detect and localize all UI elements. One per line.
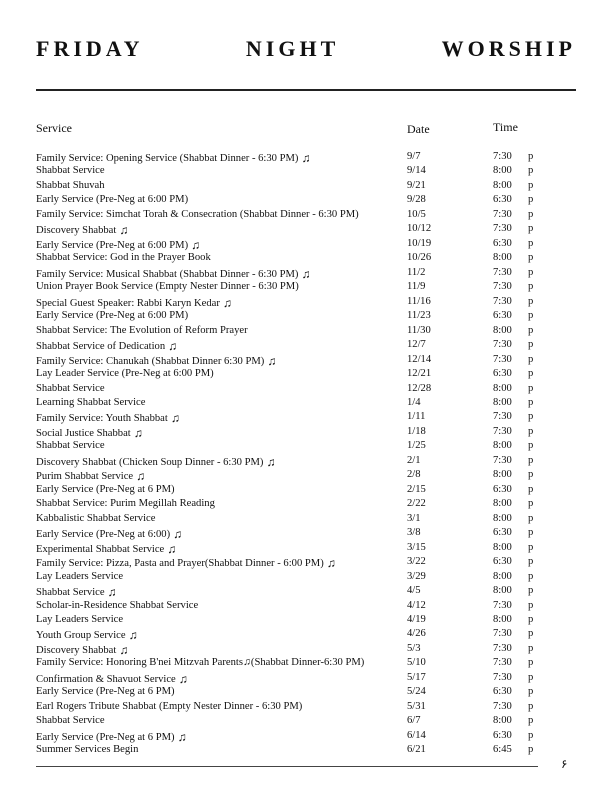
service-time: 8:00 [493,498,512,510]
service-time: 7:30 [493,353,512,365]
service-date: 9/21 [407,179,426,191]
schedule-row [36,671,576,685]
title-word-3: WORSHIP [441,36,576,61]
music-note-icon: ♫ [170,411,180,426]
service-time: 7:30 [493,599,512,611]
title-word-1: FRIDAY [36,36,144,61]
schedule-row [36,266,576,280]
service-ampm: p [528,165,534,177]
schedule-row [36,526,576,540]
service-label: Earl Rogers Tribute Shabbat (Empty Nester Dinner - 6:30 PM) [36,700,303,712]
music-note-icon: ♫ [119,223,129,238]
service-time: 8:00 [493,614,512,625]
service-time: 7:30 [493,700,512,712]
schedule-row [36,353,576,367]
page-number: ۶ [561,757,568,771]
music-note-icon: ♫ [266,454,276,469]
schedule-row [36,237,576,251]
service-date: 11/16 [407,295,431,307]
schedule-row [36,280,576,294]
schedule-row [36,193,576,207]
music-note-icon: ♫ [167,541,177,556]
service-label: Discovery Shabbat [36,644,117,656]
service-name [36,700,302,714]
service-ampm: p [528,368,534,380]
music-note-icon: ♫ [136,469,146,484]
service-ampm: p [528,657,534,669]
service-ampm: p [528,715,534,727]
service-time: 8:00 [493,252,512,264]
service-ampm: p [528,628,534,640]
service-ampm: p [528,498,534,510]
schedule-row [36,454,576,468]
service-date: 10/26 [407,252,432,264]
service-date: 5/31 [407,700,426,712]
service-date: 1/4 [407,396,421,408]
service-date: 3/29 [407,570,426,582]
schedule-row [36,324,576,338]
schedule-row [36,382,576,396]
music-note-icon: ♫ [119,642,129,657]
service-time: 8:00 [493,541,512,553]
service-name [36,324,248,338]
header-time: Time [493,120,518,134]
service-date: 3/22 [407,556,426,568]
service-date: 1/11 [407,411,426,423]
service-time: 8:00 [493,512,512,524]
service-time: 7:30 [493,208,512,220]
service-time: 8:00 [493,715,512,727]
service-date: 11/2 [407,266,426,278]
service-date: 3/1 [407,512,421,524]
service-ampm: p [528,266,534,278]
schedule-row [36,251,576,265]
schedule-row [36,208,576,222]
service-time: 7:30 [493,642,512,654]
service-label: Lay Leader Service (Pre-Neg at 6:00 PM) [36,368,214,380]
service-time: 7:30 [493,628,512,640]
service-time: 6:30 [493,194,512,206]
service-time: 6:30 [493,556,512,568]
service-name [36,193,188,207]
service-label: Youth Group Service [36,630,126,642]
service-date: 3/15 [407,541,426,553]
schedule-row [36,613,576,627]
service-time: 7:30 [493,425,512,437]
schedule-row [36,483,576,497]
service-ampm: p [528,353,534,365]
service-time: 7:30 [493,151,512,162]
service-label: Discovery Shabbat [36,225,117,237]
service-date: 5/17 [407,671,426,683]
service-date: 12/28 [407,382,432,394]
schedule-row [36,150,576,164]
service-date: 2/1 [407,454,421,466]
service-date: 12/7 [407,339,426,351]
service-date: 11/9 [407,281,426,293]
service-date: 2/22 [407,498,426,510]
service-label: Family Service: Youth Shabbat [36,413,168,425]
schedule-row [36,222,576,236]
service-time: 8:00 [493,179,512,191]
service-time: 7:30 [493,223,512,235]
service-ampm: p [528,151,534,162]
service-date: 3/8 [407,527,421,539]
schedule-row [36,627,576,641]
service-name [36,309,188,323]
service-ampm: p [528,686,534,698]
service-label: Family Service: Opening Service (Shabbat Dinner - 6:30 PM) [36,153,299,164]
service-date: 10/19 [407,237,432,249]
service-time: 8:00 [493,570,512,582]
music-note-icon: ♫ [133,425,143,440]
service-name [36,570,123,584]
service-date: 5/3 [407,642,421,654]
service-ampm: p [528,382,534,394]
service-name [36,439,105,453]
music-note-icon: ♫ [326,556,336,571]
service-label: Family Service: Musical Shabbat (Shabbat Dinner - 6:30 PM) [36,268,299,280]
service-date: 1/18 [407,425,426,437]
service-date: 12/21 [407,368,432,380]
music-note-icon: ♫ [191,237,201,252]
service-name [36,613,123,627]
service-label: Shabbat Service: The Evolution of Reform Prayer [36,324,248,336]
schedule-row [36,367,576,381]
service-time: 6:30 [493,527,512,539]
service-label: Confirmation & Shavuot Service [36,673,176,685]
service-date: 9/28 [407,194,426,206]
service-label: Purim Shabbat Service [36,471,134,483]
service-name [36,382,105,396]
service-ampm: p [528,671,534,683]
service-ampm: p [528,585,534,597]
service-label: Shabbat Service of Dedication [36,341,166,353]
music-note-icon: ♫ [107,585,117,600]
service-date: 2/15 [407,483,426,495]
service-label: Early Service (Pre-Neg at 6:00 PM) [36,194,189,206]
schedule-row [36,295,576,309]
service-time: 6:30 [493,483,512,495]
service-time: 8:00 [493,585,512,597]
schedule-row [36,179,576,193]
service-date: 11/23 [407,310,431,322]
service-ampm: p [528,396,534,408]
schedule-row [36,685,576,699]
schedule-row [36,497,576,511]
service-time: 7:30 [493,671,512,683]
service-label: Family Service: Honoring B'nei Mitzvah Parents♫(Shabbat Dinner-6:30 PM) [36,657,365,669]
service-name [36,743,138,757]
service-date: 5/24 [407,686,426,698]
schedule-row [36,541,576,555]
schedule-row [36,656,576,670]
service-label: Early Service (Pre-Neg at 6 PM) [36,483,175,495]
service-name [36,179,105,193]
service-ampm: p [528,339,534,351]
service-ampm: p [528,411,534,423]
service-ampm: p [528,208,534,220]
music-note-icon: ♫ [301,151,311,165]
service-time: 7:30 [493,411,512,423]
service-time: 8:00 [493,440,512,452]
music-note-icon: ♫ [168,339,178,354]
music-note-icon: ♫ [177,729,187,744]
service-name [36,483,175,497]
service-time: 7:30 [493,266,512,278]
service-ampm: p [528,425,534,437]
schedule-row [36,700,576,714]
service-name [36,599,198,613]
service-date: 4/5 [407,585,421,597]
service-ampm: p [528,454,534,466]
header-date: Date [407,122,430,136]
service-time: 7:30 [493,339,512,351]
service-label: Early Service (Pre-Neg at 6 PM) [36,686,175,698]
service-date: 12/14 [407,353,432,365]
service-name [36,208,359,222]
header-service: Service [36,121,72,135]
schedule-row [36,512,576,526]
service-ampm: p [528,556,534,568]
schedule-row [36,729,576,743]
service-time: 6:45 [493,744,512,756]
service-label: Early Service (Pre-Neg at 6:00 PM) [36,310,189,322]
schedule-row [36,468,576,482]
service-ampm: p [528,483,534,495]
service-date: 6/14 [407,729,426,741]
service-date: 4/12 [407,599,426,611]
service-time: 6:30 [493,686,512,698]
service-label: Scholar-in-Residence Shabbat Service [36,599,199,611]
service-ampm: p [528,237,534,249]
service-label: Shabbat Service [36,587,105,599]
service-date: 2/8 [407,469,421,481]
schedule-row [36,584,576,598]
service-ampm: p [528,324,534,336]
service-label: Experimental Shabbat Service [36,543,165,555]
service-time: 8:00 [493,165,512,177]
schedule-row [36,555,576,569]
service-label: Special Guest Speaker: Rabbi Karyn Kedar [36,297,220,309]
service-label: Union Prayer Book Service (Empty Nester Dinner - 6:30 PM) [36,281,299,293]
service-ampm: p [528,614,534,625]
service-ampm: p [528,310,534,322]
music-note-icon: ♫ [178,671,188,686]
service-label: Shabbat Service [36,165,105,177]
schedule-row [36,714,576,728]
title-divider [36,89,576,91]
service-label: Learning Shabbat Service [36,396,146,408]
music-note-icon: ♫ [128,628,138,643]
service-ampm: p [528,440,534,452]
service-time: 6:30 [493,368,512,380]
service-ampm: p [528,700,534,712]
service-date: 6/21 [407,744,426,756]
service-time: 8:00 [493,396,512,408]
service-date: 4/19 [407,614,426,625]
service-label: Shabbat Service [36,440,105,452]
service-label: Family Service: Pizza, Pasta and Prayer(Shabbat Dinner - 6:00 PM) [36,558,324,570]
service-ampm: p [528,512,534,524]
service-label: Social Justice Shabbat [36,427,131,439]
service-ampm: p [528,570,534,582]
schedule-row [36,599,576,613]
service-name [36,497,215,511]
schedule-row [36,570,576,584]
service-time: 8:00 [493,382,512,394]
service-label: Shabbat Shuvah [36,179,105,191]
music-note-icon: ♫ [267,353,277,368]
service-name [36,656,364,670]
schedule-row [36,743,576,757]
footer-divider [36,766,538,767]
service-label: Summer Services Begin [36,744,139,756]
service-date: 6/7 [407,715,421,727]
service-time: 7:30 [493,657,512,669]
service-ampm: p [528,194,534,206]
schedule-row [36,396,576,410]
service-time: 6:30 [493,237,512,249]
service-ampm: p [528,642,534,654]
service-label: Shabbat Service: God in the Prayer Book [36,252,211,264]
service-ampm: p [528,281,534,293]
service-name [36,251,211,265]
service-name [36,367,214,381]
music-note-icon: ♫ [173,527,183,542]
service-ampm: p [528,744,534,756]
service-ampm: p [528,252,534,264]
page-title [36,34,576,64]
schedule-row [36,309,576,323]
service-name [36,714,105,728]
service-name [36,512,155,526]
service-time: 7:30 [493,454,512,466]
service-time: 8:00 [493,324,512,336]
service-ampm: p [528,295,534,307]
service-label: Shabbat Service [36,715,105,727]
schedule-row [36,425,576,439]
service-label: Shabbat Service: Purim Megillah Reading [36,498,215,510]
service-label: Early Service (Pre-Neg at 6 PM) [36,731,175,743]
service-name [36,280,299,294]
service-ampm: p [528,179,534,191]
service-label: Family Service: Simchat Torah & Consecration (Shabbat Dinner - 6:30 PM) [36,208,359,220]
service-label: Family Service: Chanukah (Shabbat Dinner 6:30 PM) [36,355,265,367]
service-date: 1/25 [407,440,426,452]
schedule-row [36,338,576,352]
music-note-icon: ♫ [301,266,311,281]
service-name [36,685,175,699]
service-time: 8:00 [493,469,512,481]
schedule-row [36,439,576,453]
schedule-row [36,642,576,656]
service-time: 6:30 [493,310,512,322]
title-word-2: NIGHT [245,36,340,61]
service-label: Early Service (Pre-Neg at 6:00) [36,529,171,541]
service-ampm: p [528,223,534,235]
service-ampm: p [528,527,534,539]
service-label: Lay Leaders Service [36,614,124,625]
service-ampm: p [528,541,534,553]
service-label: Lay Leaders Service [36,570,124,582]
service-name [36,164,105,178]
schedule-row [36,410,576,424]
schedule-row [36,164,576,178]
service-time: 7:30 [493,281,512,293]
service-time: 6:30 [493,729,512,741]
service-date: 10/5 [407,208,426,220]
service-date: 9/7 [407,151,421,162]
service-date: 9/14 [407,165,426,177]
service-date: 11/30 [407,324,431,336]
music-note-icon: ♫ [222,295,232,310]
service-label: Discovery Shabbat (Chicken Soup Dinner - 6:30 PM) [36,456,264,468]
service-date: 5/10 [407,657,426,669]
service-date: 10/12 [407,223,432,235]
schedule-table [36,150,576,758]
service-ampm: p [528,469,534,481]
service-label: Shabbat Service [36,382,105,394]
service-ampm: p [528,729,534,741]
service-label: Kabbalistic Shabbat Service [36,512,156,524]
service-date: 4/26 [407,628,426,640]
service-ampm: p [528,599,534,611]
service-time: 7:30 [493,295,512,307]
service-label: Early Service (Pre-Neg at 6:00 PM) [36,239,189,251]
service-name [36,396,145,410]
